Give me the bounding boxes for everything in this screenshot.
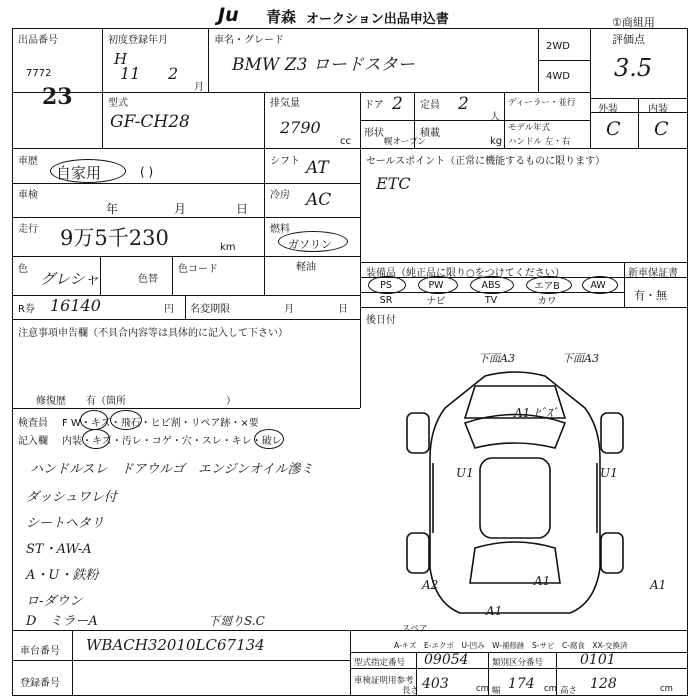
shape-value: 幌オープン bbox=[384, 137, 426, 147]
class-value: 0101 bbox=[580, 652, 616, 668]
fuel-circle bbox=[278, 231, 348, 252]
equip-navi: ナビ bbox=[426, 296, 446, 307]
registration-era: H bbox=[114, 50, 128, 68]
name-change-day: 日 bbox=[338, 304, 348, 315]
shift-value: AT bbox=[306, 158, 329, 178]
light-oil-label: 軽油 bbox=[296, 262, 316, 273]
warranty-value: 有・無 bbox=[634, 289, 667, 302]
history-label: 車歴 bbox=[18, 156, 38, 167]
registration-month-unit: 月 bbox=[194, 82, 204, 93]
lot-number: 23 bbox=[42, 84, 73, 110]
diagram-note-1: 下面A3 bbox=[478, 352, 515, 365]
diagram-note-8: A1 bbox=[486, 604, 503, 618]
entry-line: 内装・キズ・汚レ・コゲ・穴・スレ・キレ・破レ bbox=[62, 436, 282, 447]
displacement-value: 2790 bbox=[280, 118, 321, 137]
fuel-value: ガソリン bbox=[288, 238, 332, 251]
name-change-month: 月 bbox=[284, 304, 294, 315]
length-value: 403 bbox=[422, 676, 449, 692]
reg-no-label: 登録番号 bbox=[20, 678, 60, 689]
dealer-label: ディーラー・並行 bbox=[508, 98, 576, 108]
inspection-year: 年 bbox=[106, 202, 119, 216]
sales-point-label: セールスポイント（正常に機能するものに限ります） bbox=[366, 156, 606, 167]
chassis-value: WBACH32010LC67134 bbox=[86, 636, 265, 654]
remark-5: A・U・鉄粉 bbox=[26, 568, 99, 583]
capacity-value: 2 bbox=[458, 94, 469, 114]
registration-year: 11 bbox=[120, 64, 141, 83]
color-code-label: 色コード bbox=[178, 264, 218, 275]
ju-logo: Ju bbox=[218, 4, 239, 26]
remark-7: D ミラーA bbox=[26, 614, 98, 629]
cooling-label: 冷房 bbox=[270, 190, 290, 201]
load-label: 積載 bbox=[420, 128, 440, 139]
mileage-unit: km bbox=[220, 242, 236, 253]
capacity-unit: 人 bbox=[490, 112, 500, 123]
equip-abs: ABS bbox=[481, 279, 501, 291]
equip-leather: カワ bbox=[537, 296, 557, 307]
displacement-unit: cc bbox=[340, 136, 351, 147]
lot-label: 出品番号 bbox=[18, 35, 58, 46]
width-unit: cm bbox=[544, 684, 557, 694]
name-change-label: 名変期限 bbox=[190, 304, 230, 315]
shape-label: 形状 bbox=[364, 128, 384, 139]
car-name-label: 車名・グレード bbox=[214, 35, 284, 46]
equip-ps: PS bbox=[380, 279, 392, 291]
registration-label: 初度登録年月 bbox=[108, 35, 168, 46]
diagram-note-2: 下面A3 bbox=[562, 352, 599, 365]
equip-pw: PW bbox=[428, 279, 444, 291]
doors-value: 2 bbox=[392, 94, 403, 114]
interior-label: 内装 bbox=[648, 104, 668, 115]
warranty-label: 新車保証書 bbox=[628, 268, 678, 279]
registration-month: 2 bbox=[168, 64, 179, 83]
corner-label: ①商組用 bbox=[612, 16, 655, 29]
rear-seat-label: 後日付 bbox=[366, 315, 396, 326]
interior-grade: C bbox=[654, 118, 669, 140]
equip-airbag: エアB bbox=[534, 281, 560, 292]
spare-label: スペア bbox=[402, 624, 428, 634]
notes-label: 注意事項申告欄（不具合内容等は具体的に記入して下さい） bbox=[18, 328, 288, 339]
recycle-unit: 円 bbox=[164, 304, 174, 315]
length-label: 長さ bbox=[402, 686, 420, 696]
inspector-label: 検査員 bbox=[18, 418, 48, 429]
sales-point-value: ETC bbox=[376, 174, 411, 193]
remark-6: ロ-ダウン bbox=[26, 594, 83, 609]
cert-label: 車検証明用参考 bbox=[354, 676, 414, 686]
shift-label: シフト bbox=[270, 156, 300, 167]
inspection-month: 月 bbox=[174, 202, 187, 216]
diagram-note-3: A1 ﾋﾞｽﾞ bbox=[514, 406, 559, 420]
type-no-label: 型式指定番号 bbox=[354, 658, 406, 668]
equipment-label: 装備品（純正品に限り○をつけてください） bbox=[366, 268, 565, 279]
model-year-label: モデル年式 bbox=[508, 123, 551, 133]
remark-1: ハンドルスレ ドアウルゴ エンジンオイル滲ミ bbox=[30, 462, 314, 477]
diagram-note-9: A1 bbox=[650, 578, 667, 592]
diagram-note-5: U1 bbox=[600, 466, 618, 480]
model-value: GF-CH28 bbox=[110, 112, 190, 132]
grade-value: 3.5 bbox=[614, 54, 653, 82]
diagram-note-4: U1 bbox=[456, 466, 474, 480]
height-unit: cm bbox=[660, 684, 673, 694]
recycle-value: 16140 bbox=[50, 296, 101, 315]
inspection-label: 車検 bbox=[18, 190, 38, 201]
remark-4: ST・AW-A bbox=[26, 542, 92, 557]
exterior-label: 外装 bbox=[598, 104, 618, 115]
color-label: 色 bbox=[18, 264, 28, 275]
capacity-label: 定員 bbox=[420, 100, 440, 111]
color-change-label: 色替 bbox=[138, 274, 158, 285]
repair-history: 修復歴 有（箇所 ） bbox=[36, 396, 236, 407]
handle-label: ハンドル 左・右 bbox=[508, 137, 571, 147]
history-value: 自家用 bbox=[56, 164, 102, 182]
class-label: 類別区分番号 bbox=[492, 658, 544, 668]
inspection-day: 日 bbox=[236, 202, 249, 216]
car-name-value: BMW Z3 ロードスター bbox=[232, 55, 415, 75]
entry-label: 記入欄 bbox=[18, 436, 48, 447]
inspector-line: F W・キズ・飛石・ヒビ割・リペア跡・×要 bbox=[62, 418, 259, 429]
width-label: 幅 bbox=[492, 686, 501, 696]
length-unit: cm bbox=[476, 684, 489, 694]
exterior-grade: C bbox=[606, 118, 621, 140]
height-value: 128 bbox=[590, 676, 617, 692]
diagram-note-6: A2 bbox=[422, 578, 439, 592]
fuel-label: 燃料 bbox=[270, 224, 290, 235]
color-value: グレシャ bbox=[40, 270, 100, 288]
recycle-label: R券 bbox=[18, 304, 35, 315]
history-circle bbox=[50, 159, 126, 183]
mileage-label: 走行 bbox=[18, 224, 38, 235]
load-unit: kg bbox=[490, 136, 503, 147]
grade-label: 評価点 bbox=[612, 33, 645, 46]
diagram-note-7: A1 bbox=[534, 574, 551, 588]
height-label: 高さ bbox=[560, 686, 578, 696]
auction-name: 青森 bbox=[266, 8, 297, 26]
remark-8: 下廻りS.C bbox=[208, 614, 265, 628]
remark-2: ダッシュワレ付 bbox=[26, 490, 117, 505]
width-value: 174 bbox=[508, 676, 535, 692]
mileage-value: 9万5千230 bbox=[60, 226, 169, 250]
damage-legend: A-キズ E-エクボ U-凹み W-補修跡 S-サビ C-腐食 XX-交換済 bbox=[394, 641, 628, 650]
cooling-value: AC bbox=[306, 190, 332, 210]
equip-sr: SR bbox=[379, 294, 393, 306]
displacement-label: 排気量 bbox=[270, 98, 300, 109]
form-title: オークション出品申込書 bbox=[306, 12, 449, 27]
drive-2wd: 2WD bbox=[546, 41, 570, 52]
equip-tv: TV bbox=[484, 294, 498, 306]
type-no-value: 09054 bbox=[424, 652, 469, 668]
chassis-label: 車台番号 bbox=[20, 646, 60, 657]
history-paren: ( ) bbox=[140, 165, 154, 179]
doors-label: ドア bbox=[364, 100, 384, 111]
lot-code: 7772 bbox=[26, 68, 52, 79]
remark-3: シートヘタリ bbox=[26, 516, 105, 531]
drive-4wd: 4WD bbox=[546, 71, 570, 82]
model-label: 型式 bbox=[108, 98, 128, 109]
equip-aw: AW bbox=[590, 279, 606, 291]
